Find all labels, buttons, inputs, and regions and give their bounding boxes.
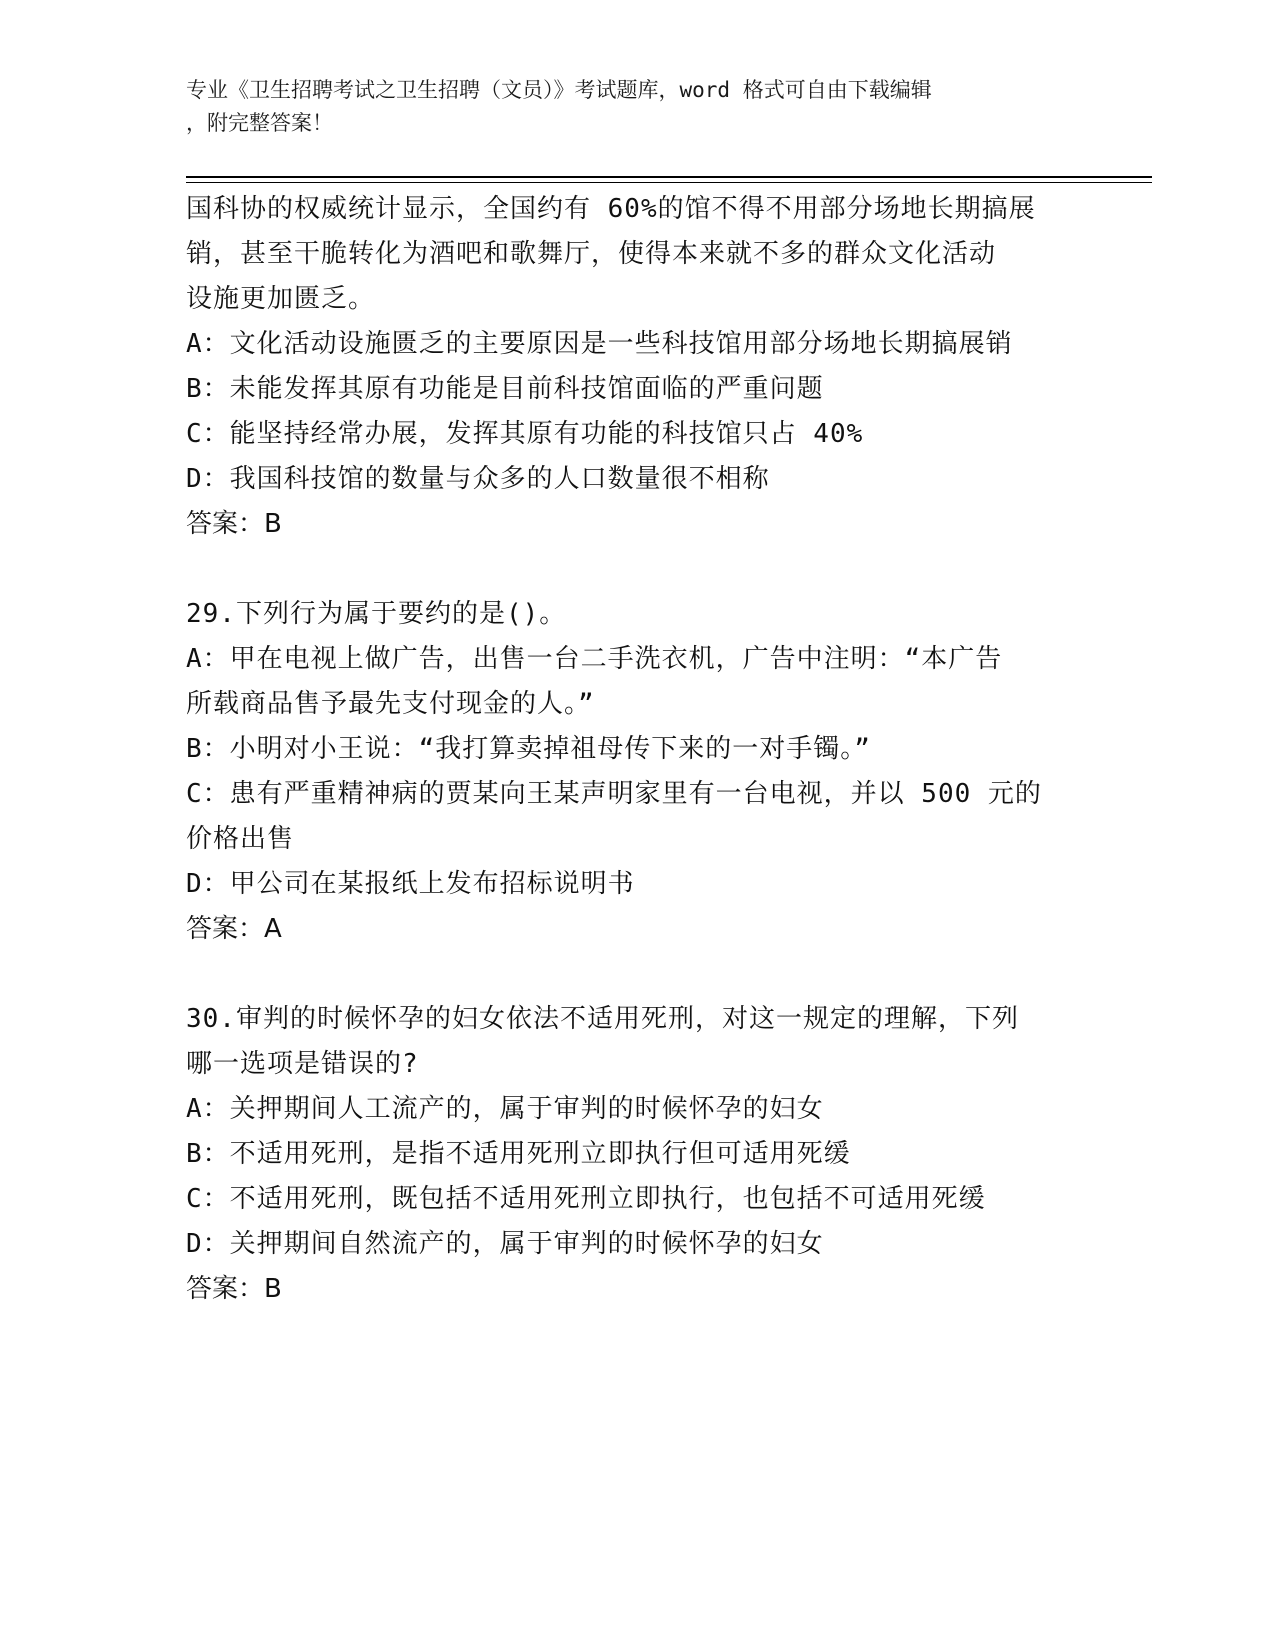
- question-stem-line: 国科协的权威统计显示，全国约有 60%的馆不得不用部分场地长期搞展: [186, 194, 1036, 224]
- option-c: C：患有严重精神病的贾某向王某声明家里有一台电视，并以 500 元的: [186, 779, 1042, 809]
- option-b: B：小明对小王说：“我打算卖掉祖母传下来的一对手镯。”: [186, 734, 871, 764]
- answer-label: 答案：A: [186, 914, 282, 944]
- option-d: D：甲公司在某报纸上发布招标说明书: [186, 869, 635, 899]
- answer-label: 答案：B: [186, 1274, 282, 1304]
- question-spacer: [186, 547, 1086, 592]
- header-line-2: ，附完整答案！: [186, 111, 333, 135]
- question-list: [186, 187, 1086, 1312]
- question-spacer: [186, 952, 1086, 997]
- question-stem-line: 30.审判的时候怀孕的妇女依法不适用死刑，对这一规定的理解，下列: [186, 1004, 1019, 1034]
- question-30: [186, 997, 1086, 1312]
- header-divider-thick: [186, 176, 1152, 178]
- question-29: [186, 592, 1086, 952]
- option-a: A：甲在电视上做广告，出售一台二手洗衣机，广告中注明：“本广告: [186, 644, 1003, 674]
- document-header: [186, 74, 1086, 140]
- option-c: C：不适用死刑，既包括不适用死刑立即执行，也包括不可适用死缓: [186, 1184, 986, 1214]
- question-stem-line: 哪一选项是错误的?: [186, 1049, 419, 1079]
- option-a: A：文化活动设施匮乏的主要原因是一些科技馆用部分场地长期搞展销: [186, 329, 1013, 359]
- option-c: C：能坚持经常办展，发挥其原有功能的科技馆只占 40%: [186, 419, 864, 449]
- option-c-continued: 价格出售: [186, 824, 295, 854]
- option-a: A：关押期间人工流产的，属于审判的时候怀孕的妇女: [186, 1094, 824, 1124]
- option-a-continued: 所载商品售予最先支付现金的人。”: [186, 689, 595, 719]
- question-stem-line: 设施更加匮乏。: [186, 284, 376, 314]
- option-d: D：我国科技馆的数量与众多的人口数量很不相称: [186, 464, 770, 494]
- question-stem-line: 29.下列行为属于要约的是()。: [186, 599, 567, 629]
- answer-label: 答案：B: [186, 509, 282, 539]
- option-b: B：未能发挥其原有功能是目前科技馆面临的严重问题: [186, 374, 824, 404]
- header-line-1: 专业《卫生招聘考试之卫生招聘（文员）》考试题库，word 格式可自由下载编辑: [186, 78, 932, 102]
- question-stem-line: 销，甚至干脆转化为酒吧和歌舞厅，使得本来就不多的群众文化活动: [186, 239, 997, 269]
- option-b: B：不适用死刑，是指不适用死刑立即执行但可适用死缓: [186, 1139, 851, 1169]
- question-28: [186, 187, 1086, 547]
- option-d: D：关押期间自然流产的，属于审判的时候怀孕的妇女: [186, 1229, 824, 1259]
- header-divider-thin: [186, 182, 1152, 183]
